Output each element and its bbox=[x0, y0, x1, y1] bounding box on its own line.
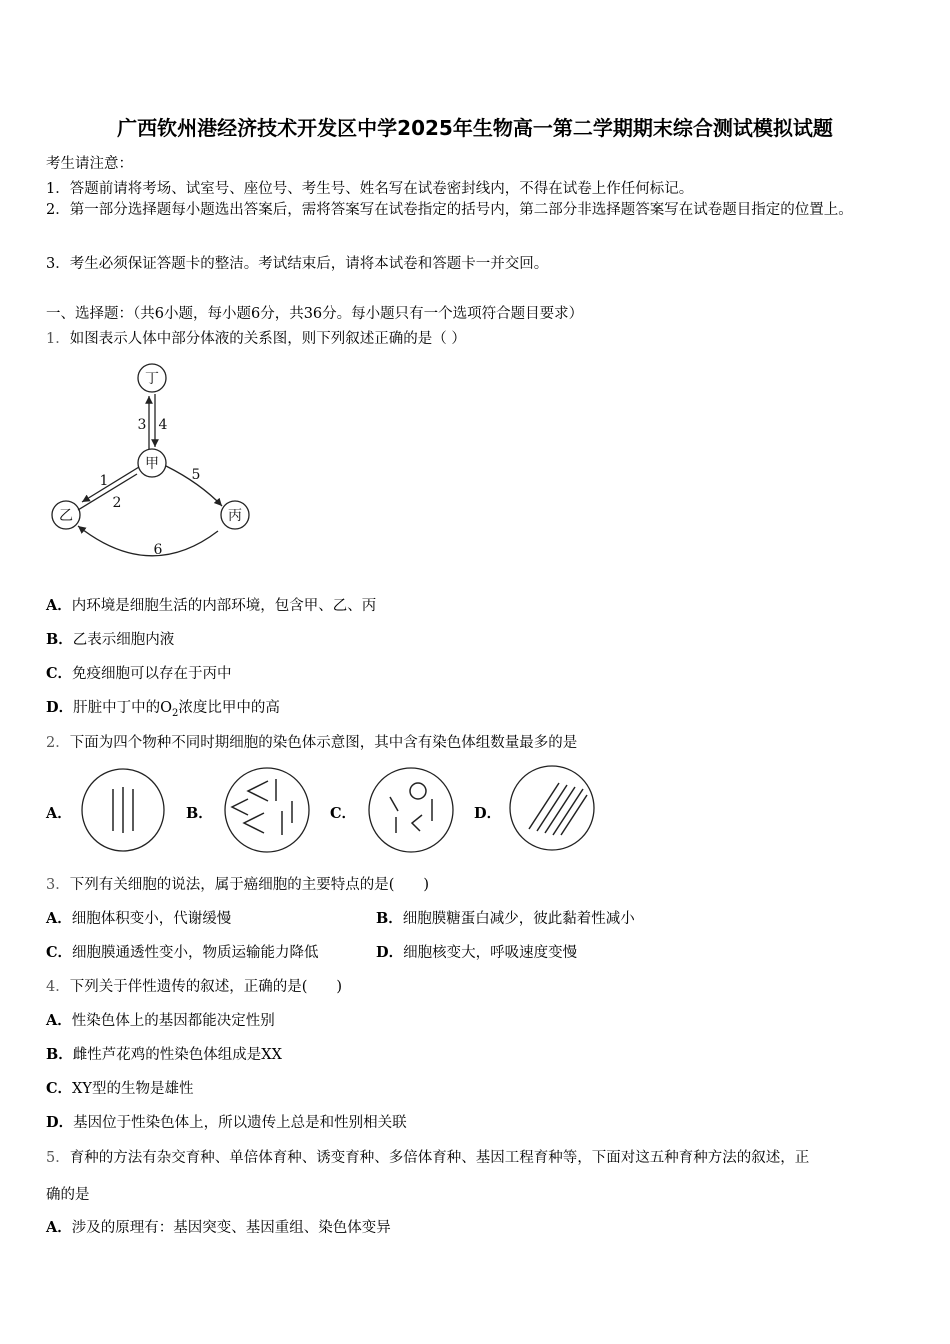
q3-option-a: A．细胞体积变小，代谢缓慢 bbox=[46, 910, 232, 927]
question-text: 下面为四个物种不同时期细胞的染色体示意图，其中含有染色体组数量最多的是 bbox=[69, 735, 578, 751]
section-heading: 一、选择题：（共6小题，每小题6分，共36分。每小题只有一个选项符合题目要求） bbox=[46, 306, 584, 322]
arrow-6 bbox=[78, 526, 218, 556]
notice-item-1: 1．答题前请将考场、试室号、座位号、考生号、姓名写在试卷密封线内，不得在试卷上作任何标记。 bbox=[46, 181, 694, 197]
label-arrow-5: 5 bbox=[191, 467, 201, 483]
cell-diagram-c bbox=[366, 767, 458, 853]
q2-label-b: B． bbox=[186, 805, 213, 822]
question-text: 如图表示人体中部分体液的关系图，则下列叙述正确的是（ ） bbox=[69, 331, 466, 347]
arrow-1 bbox=[82, 467, 139, 502]
q2-label-c: C． bbox=[330, 805, 357, 822]
q3-option-c: C．细胞膜通透性变小，物质运输能力降低 bbox=[46, 944, 319, 961]
cell-diagram-b bbox=[222, 767, 314, 853]
label-arrow-3: 3 bbox=[137, 417, 147, 433]
cell-diagram-a bbox=[79, 767, 169, 853]
question-number: 3． bbox=[46, 877, 70, 893]
question-5-stem-cont: 确的是 bbox=[46, 1187, 90, 1203]
q1-option-c: C．免疫细胞可以存在于丙中 bbox=[46, 665, 232, 682]
q3-option-b: B．细胞膜糖蛋白减少，彼此黏着性减小 bbox=[376, 910, 635, 927]
q4-option-d: D．基因位于性染色体上，所以遗传上总是和性别相关联 bbox=[46, 1114, 407, 1131]
label-arrow-2: 2 bbox=[112, 495, 122, 511]
label-bing: 丙 bbox=[228, 508, 242, 524]
q1-option-d: D．肝脏中丁中的$O_2$浓度比甲中的高 bbox=[46, 699, 280, 719]
label-arrow-4: 4 bbox=[158, 417, 168, 433]
label-arrow-6: 6 bbox=[153, 542, 163, 558]
question-text: 育种的方法有杂交育种、单倍体育种、诱变育种、多倍体育种、基因工程育种等，下面对这五种育种方法的叙述，正 bbox=[69, 1150, 810, 1166]
q2-label-d: D． bbox=[474, 805, 502, 822]
question-text: 下列关于伴性遗传的叙述，正确的是( ) bbox=[69, 979, 343, 995]
q1-option-a: A．内环境是细胞生活的内部环境，包含甲、乙、丙 bbox=[46, 597, 377, 614]
label-arrow-1: 1 bbox=[99, 473, 109, 489]
question-number: 4． bbox=[46, 979, 70, 995]
cell-diagram-d bbox=[507, 765, 599, 851]
q1-option-b: B．乙表示细胞内液 bbox=[46, 631, 175, 648]
q4-option-b: B．雌性芦花鸡的性染色体组成是XX bbox=[46, 1046, 282, 1063]
question-number: 2． bbox=[46, 735, 70, 751]
question-4-stem bbox=[46, 975, 342, 996]
q3-option-d: D．细胞核变大，呼吸速度变慢 bbox=[376, 944, 578, 961]
q4-option-c: C．XY型的生物是雄性 bbox=[46, 1080, 194, 1097]
q2-label-a: A． bbox=[46, 805, 72, 822]
question-text: 下列有关细胞的说法，属于癌细胞的主要特点的是( ) bbox=[69, 877, 430, 893]
body-fluid-diagram bbox=[40, 358, 270, 568]
question-number: 5． bbox=[46, 1150, 70, 1166]
question-number: 1． bbox=[46, 331, 70, 347]
question-1-stem bbox=[46, 327, 466, 348]
q5-option-a: A．涉及的原理有：基因突变、基因重组、染色体变异 bbox=[46, 1219, 391, 1236]
notice-heading: 考生请注意： bbox=[46, 156, 133, 172]
question-2-stem bbox=[46, 731, 577, 752]
question-3-stem bbox=[46, 873, 429, 894]
notice-item-2: 2．第一部分选择题每小题选出答案后，需将答案写在试卷指定的括号内，第二部分非选择题答案写在试卷题目指定的位置上。 bbox=[46, 202, 853, 218]
label-yi: 乙 bbox=[59, 508, 73, 524]
question-5-stem bbox=[46, 1146, 809, 1167]
label-ding: 丁 bbox=[145, 371, 159, 387]
label-jia: 甲 bbox=[145, 456, 159, 472]
page-title: 广西钦州港经济技术开发区中学2025年生物高一第二学期期末综合测试模拟试题 bbox=[117, 116, 833, 140]
q4-option-a: A．性染色体上的基因都能决定性别 bbox=[46, 1012, 275, 1029]
notice-item-3: 3．考生必须保证答题卡的整洁。考试结束后，请将本试卷和答题卡一并交回。 bbox=[46, 256, 549, 272]
